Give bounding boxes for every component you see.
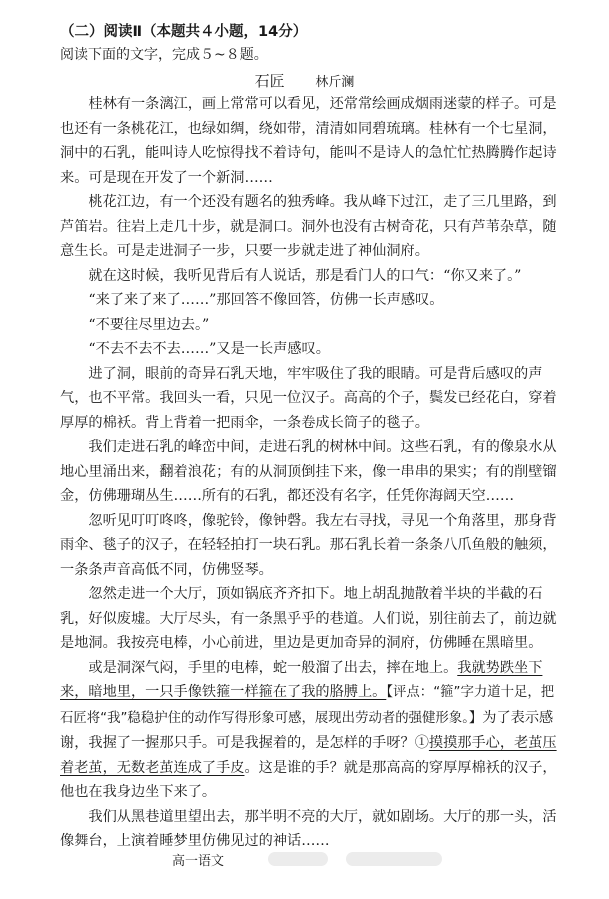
underlined-sentence-1: 我就势跌坐下来，暗地里，一只手像铁箍一样箍在了我的胳膊上。 <box>60 659 543 700</box>
story-body <box>60 92 562 854</box>
paragraph-tail: 。这是谁的手？就是那高高的穿厚厚棉袄的汉子，他也在我身边坐下来了。 <box>60 759 557 800</box>
paragraph: “来了来了来了……”那回答不像回答，仿佛一长声感叹。 <box>88 292 444 308</box>
paragraph: “不去不去不去……”又是一长声感叹。 <box>88 341 330 357</box>
story-heading <box>0 70 609 91</box>
paragraph-lead: 或是洞深气闷，手里的电棒，蛇一般溜了出去，摔在地上。 <box>88 659 458 676</box>
blurred-region <box>346 852 442 866</box>
section-title: （二）阅读Ⅱ（本题共４小题，14分） <box>60 24 308 40</box>
paragraph: “不要往尽里边去。” <box>88 316 210 333</box>
paragraph: 桂林有一条漓江，画上常常可以看见，还常常绘画成烟雨迷蒙的样子。可是也还有一条桃花江，也绿如绸，绕如带，清清如同碧琉璃。桂林有一个七星洞，洞中的石乳，能叫诗人吃惊得找不着诗句，能叫不是诗人的急忙忙热腾腾作起诗来。可是现在开发了一个新洞…… <box>60 96 557 186</box>
paragraph: 就在这时候，我听见背后有人说话，那是看门人的口气：“你又来了。” <box>88 267 522 284</box>
annotated-paragraph <box>60 656 562 805</box>
paragraph: 我们从黑巷道里望出去，那半明不亮的大厅，就如剧场。大厅的那一头，活像舞台，上演着睡梦里仿佛见过的神话…… <box>60 808 557 849</box>
story-title: 石匠 <box>254 72 285 90</box>
paragraph: 忽听见叮叮咚咚，像驼铃，像钟磬。我左右寻找，寻见一个角落里，那身背雨伞、毯子的汉子，在轻轻拍打一块石乳。那石乳长着一条条八爪鱼般的触须，一条条声音高低不同，仿佛竖琴。 <box>60 512 557 578</box>
paragraph: 忽然走进一个大厅，顶如锅底齐齐扣下。地上胡乱抛散着半块的半截的石乳，好似废墟。大厅尽头，有一条黑乎乎的巷道。人们说，别往前去了，前边就是地洞。我按亮电棒，小心前进，里边是更加奇异的洞府，仿佛睡在黑暗里。 <box>60 586 557 651</box>
question-marker: ① <box>414 735 429 751</box>
paragraph: 桃花江边，有一个还没有题名的独秀峰。我从峰下过江，走了三几里路，到芦笛岩。往岩上走几十步，就是洞口。洞外也没有古树奇花，只有芦苇杂草，随意生长。可是走进洞子一步，只要一步就走进了神仙洞府。 <box>60 194 557 259</box>
paragraph: 我们走进石乳的峰峦中间，走进石乳的树林中间。这些石乳，有的像泉水从地心里涌出来，翻着浪花；有的从洞顶倒挂下来，像一串串的果实；有的削壁镏金，仿佛珊瑚丛生……所有的石乳，都还没有名字，任凭你海阔天空…… <box>60 439 557 504</box>
blurred-region <box>268 852 328 866</box>
paragraph-middle: 为了表示感谢，我握了一握那只手。可是我握着的，是怎样的手呀？ <box>60 709 554 751</box>
instruction: 阅读下面的文字，完成５~８题。 <box>60 47 268 63</box>
footer-subject: 高一语文 <box>172 854 225 869</box>
commentary-note: 【评点：“箍”字力道十足，把石匠将“我”稳稳护住的动作写得形象可感，展现出劳动者的强健形象。】 <box>60 685 555 726</box>
underlined-sentence-2: 摸摸那手心，老茧压着老茧，无数老茧连成了手皮 <box>60 735 557 776</box>
paragraph: 进了洞，眼前的奇异石乳天地，牢牢吸住了我的眼睛。可是背后感叹的声气，也不平常。我回头一看，只见一位汉子。高高的个子，鬓发已经花白，穿着厚厚的棉袄。背上背着一把雨伞，一条卷成长筒子的毯子。 <box>60 365 557 431</box>
author: 林斤澜 <box>315 75 355 90</box>
